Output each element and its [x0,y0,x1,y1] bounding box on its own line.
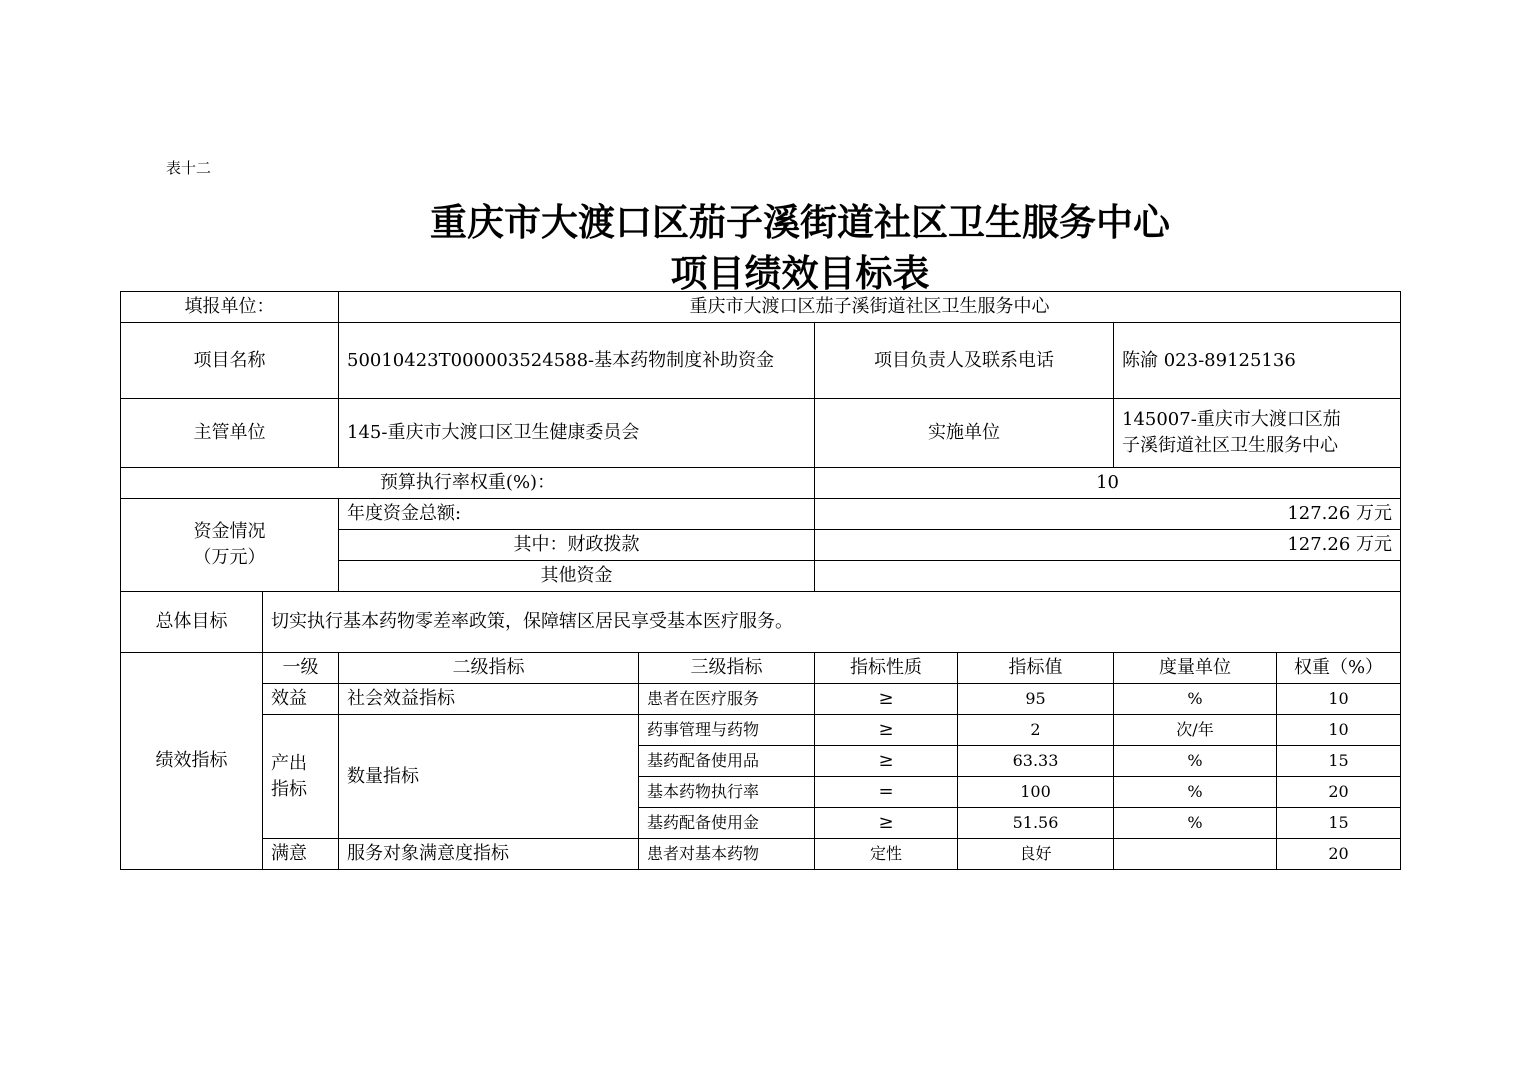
performance-target-table [120,291,1401,870]
table-row [121,684,1401,715]
contact-label: 项目负责人及联系电话 [815,323,1114,399]
header-level3: 三级指标 [639,653,815,684]
dept-label: 主管单位 [121,399,339,468]
indicator-weight: 10 [1277,684,1401,715]
header-unit: 度量单位 [1114,653,1277,684]
indicator-weight: 10 [1277,715,1401,746]
indicator-value: 100 [958,777,1114,808]
contact-value: 陈渝 023-89125136 [1114,323,1401,399]
impl-label: 实施单位 [815,399,1114,468]
table-row [121,292,1401,323]
funds-other-value [815,561,1401,592]
indicator-weight: 20 [1277,777,1401,808]
fill-unit-value: 重庆市大渡口区茄子溪街道社区卫生服务中心 [339,292,1401,323]
group-level1-line2: 指标 [271,778,307,800]
budget-weight-value: 10 [815,468,1401,499]
indicator-value: 2 [958,715,1114,746]
table-row [121,839,1401,870]
table-number: 表十二 [166,159,212,177]
dept-value: 145-重庆市大渡口区卫生健康委员会 [339,399,815,468]
table-row [121,323,1401,399]
indicator-name: 患者在医疗服务 [639,684,815,715]
indicator-weight: 15 [1277,746,1401,777]
indicator-unit: % [1114,808,1277,839]
group-level1-line1: 产出 [271,752,307,774]
indicator-nature: ≥ [815,684,958,715]
funds-label [121,499,339,592]
impl-value [1114,399,1401,468]
indicator-name: 患者对基本药物 [639,839,815,870]
indicator-name: 基本药物执行率 [639,777,815,808]
table-row [121,468,1401,499]
group-level2: 数量指标 [339,715,639,839]
project-name-label: 项目名称 [121,323,339,399]
funds-other-label: 其他资金 [339,561,815,592]
table-row [121,592,1401,653]
indicator-nature: ≥ [815,746,958,777]
indicator-unit: % [1114,746,1277,777]
table-row [121,399,1401,468]
indicator-unit: % [1114,777,1277,808]
fill-unit-label: 填报单位： [121,292,339,323]
indicator-unit: % [1114,684,1277,715]
indicator-value: 良好 [958,839,1114,870]
table-row [121,499,1401,530]
page-title: 重庆市大渡口区茄子溪街道社区卫生服务中心 [430,201,1170,244]
header-nature: 指标性质 [815,653,958,684]
indicator-nature: = [815,777,958,808]
indicator-nature: ≥ [815,808,958,839]
indicator-unit: 次/年 [1114,715,1277,746]
table-row [121,653,1401,684]
impl-value-line1: 145007-重庆市大渡口区茄 [1122,409,1341,430]
indicator-name: 药事管理与药物 [639,715,815,746]
group-level2: 服务对象满意度指标 [339,839,639,870]
indicators-label: 绩效指标 [121,653,263,870]
funds-fiscal-label: 其中：财政拨款 [339,530,815,561]
header-weight: 权重（%） [1277,653,1401,684]
budget-weight-label: 预算执行率权重(%)： [121,468,815,499]
funds-total-value: 127.26 万元 [815,499,1401,530]
goal-text: 切实执行基本药物零差率政策，保障辖区居民享受基本医疗服务。 [263,592,1401,653]
project-name-value: 50010423T000003524588-基本药物制度补助资金 [339,323,815,399]
impl-value-line2: 子溪街道社区卫生服务中心 [1122,435,1338,456]
indicator-nature: 定性 [815,839,958,870]
header-level1: 一级 [263,653,339,684]
funds-total-label: 年度资金总额: [339,499,815,530]
group-level1: 满意 [263,839,339,870]
funds-label-line1: 资金情况 [193,521,266,542]
funds-fiscal-value: 127.26 万元 [815,530,1401,561]
indicator-name: 基药配备使用品 [639,746,815,777]
funds-label-line2: （万元） [193,547,266,568]
indicator-weight: 20 [1277,839,1401,870]
group-level1 [263,715,339,839]
header-level2: 二级指标 [339,653,639,684]
group-level1: 效益 [263,684,339,715]
indicator-name: 基药配备使用金 [639,808,815,839]
indicator-nature: ≥ [815,715,958,746]
header-value: 指标值 [958,653,1114,684]
indicator-value: 63.33 [958,746,1114,777]
indicator-unit [1114,839,1277,870]
page-subtitle: 项目绩效目标表 [670,252,930,295]
indicator-value: 51.56 [958,808,1114,839]
indicator-weight: 15 [1277,808,1401,839]
group-level2: 社会效益指标 [339,684,639,715]
table-row [121,715,1401,746]
goal-label: 总体目标 [121,592,263,653]
indicator-value: 95 [958,684,1114,715]
